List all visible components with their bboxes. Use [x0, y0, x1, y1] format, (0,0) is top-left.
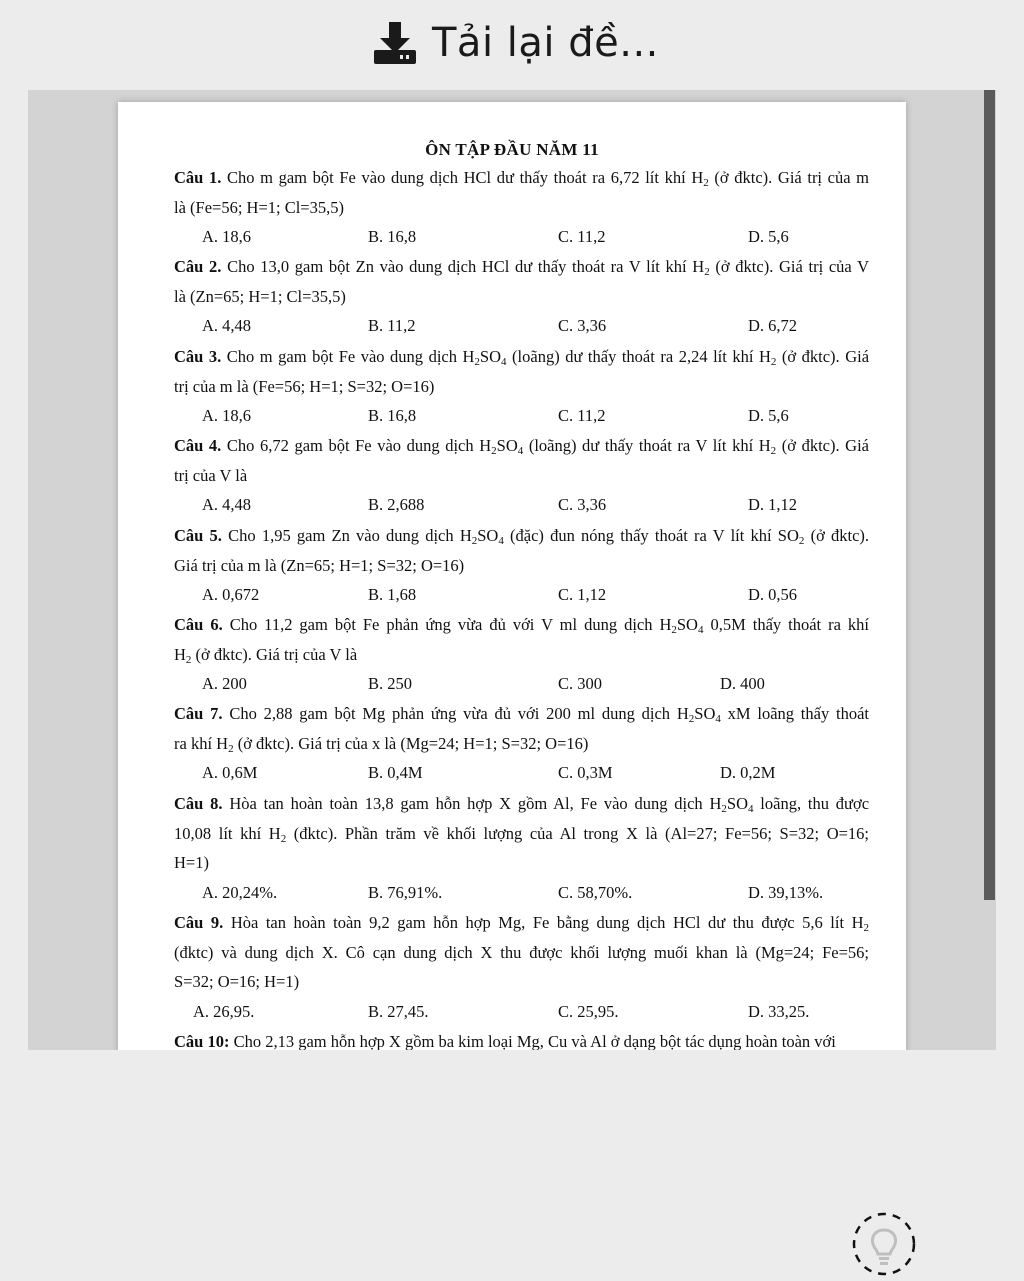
text-run: (ở đktc). Giá trị của V là	[191, 644, 358, 664]
text-run: SO	[496, 436, 518, 455]
answer-option: C. 300	[558, 674, 603, 693]
reload-exam-button[interactable]	[372, 18, 659, 68]
question-line	[174, 526, 869, 546]
subscript: 2	[185, 653, 192, 666]
question-line: là (Fe=56; H=1; Cl=35,5)	[174, 197, 344, 217]
text-run: xM loãng thấy thoát	[720, 704, 870, 723]
document-viewer[interactable]	[28, 90, 996, 1050]
text-run: Cho m gam bột Fe vào dung dịch HCl dư thấy thoát ra 6,72 lít khí H	[227, 168, 704, 187]
question-line	[174, 257, 869, 277]
answer-option: A. 4,48	[202, 316, 252, 335]
subscript: 2	[688, 713, 695, 725]
subscript: 2	[671, 624, 677, 636]
answer-option: B. 11,2	[368, 316, 416, 335]
subscript: 2	[704, 266, 710, 278]
answer-option: D. 400	[720, 674, 765, 693]
question-line	[174, 645, 869, 665]
subscript: 2	[491, 445, 497, 457]
question-number: Câu 7.	[174, 704, 223, 723]
question-line: trị của V là	[174, 465, 248, 485]
question-line	[174, 794, 869, 814]
subscript: 2	[703, 177, 709, 189]
question-line	[174, 824, 869, 844]
text-run: 10,08 lít khí H	[174, 823, 281, 843]
text-run: (ở đktc). Giá	[776, 347, 870, 366]
question-line	[174, 615, 869, 635]
download-icon	[372, 20, 418, 66]
answer-option: D. 5,6	[748, 406, 789, 425]
answer-option: B. 16,8	[368, 406, 417, 425]
subscript: 2	[228, 742, 234, 755]
text-run: (ở đktc). Giá	[776, 436, 870, 455]
answer-option: C. 3,36	[558, 316, 607, 335]
question-line: S=32; O=16; H=1)	[174, 972, 300, 991]
question-line	[174, 168, 869, 188]
subscript: 2	[770, 445, 777, 457]
text-run: Cho 11,2 gam bột Fe phản ứng vừa đủ với V ml dung dịch H	[229, 615, 672, 634]
question-number: Câu 10:	[174, 1032, 230, 1050]
answer-option: A. 0,672	[202, 585, 260, 604]
text-run: Hòa tan hoàn toàn 13,8 gam hỗn hợp X gồm Al, Fe vào dung dịch H	[229, 794, 722, 813]
text-run: (ở đktc). Giá trị của m	[708, 168, 870, 187]
answer-option: B. 2,688	[368, 495, 425, 514]
answer-option: B. 27,45.	[368, 1001, 429, 1021]
question-line	[174, 347, 869, 367]
text-run: H	[174, 644, 186, 664]
text-run: SO	[477, 526, 499, 545]
subscript: 4	[715, 713, 721, 725]
answer-option: A. 4,48	[202, 495, 252, 514]
subscript: 4	[517, 445, 524, 457]
question-line: là (Zn=65; H=1; Cl=35,5)	[174, 286, 346, 306]
answer-option: B. 250	[368, 674, 413, 693]
question-line: trị của m là (Fe=56; H=1; S=32; O=16)	[174, 376, 435, 396]
answer-option: C. 3,36	[558, 495, 607, 514]
header-bar	[0, 0, 1024, 90]
question-number: Câu 6.	[174, 615, 223, 634]
text-run: (ở đktc). Giá trị của x là (Mg=24; H=1; S=32; O=16)	[233, 733, 589, 753]
answer-option: C. 25,95.	[558, 1001, 619, 1021]
answer-option: D. 33,25.	[748, 1001, 810, 1021]
document-title: ÔN TẬP ĐẦU NĂM 11	[425, 140, 599, 159]
subscript: 2	[474, 356, 480, 368]
text-run: Hòa tan hoàn toàn 9,2 gam hỗn hợp Mg, Fe bằng dung dịch HCl dư thu được 5,6 lít H	[230, 913, 864, 932]
question-line: Giá trị của m là (Zn=65; H=1; S=32; O=16)	[174, 555, 465, 575]
question-number: Câu 3.	[174, 347, 222, 366]
subscript: 2	[770, 356, 777, 368]
text-run: Cho 13,0 gam bột Zn vào dung dịch HCl dư thấy thoát ra V lít khí H	[227, 257, 705, 276]
subscript: 2	[863, 922, 870, 934]
answer-option: D. 0,56	[748, 585, 798, 604]
text-run: (loãng) dư thấy thoát ra 2,24 lít khí H	[506, 347, 771, 366]
question-number: Câu 8.	[174, 794, 223, 813]
hint-button[interactable]	[850, 1212, 918, 1276]
text-run: Cho 6,72 gam bột Fe vào dung dịch H	[226, 436, 492, 455]
answer-option: B. 1,68	[368, 585, 417, 604]
answer-option: C. 0,3M	[558, 763, 613, 782]
answer-option: D. 0,2M	[720, 763, 776, 782]
answer-option: A. 200	[202, 674, 247, 693]
text-run: SO	[726, 794, 748, 813]
text-run: Cho 2,13 gam hỗn hợp X gồm ba kim loại Mg, Cu và Al ở dạng bột tác dụng hoàn toàn với	[233, 1032, 836, 1050]
answer-option: A. 18,6	[202, 406, 252, 425]
answer-option: B. 0,4M	[368, 763, 423, 782]
answer-option: A. 26,95.	[193, 1001, 255, 1021]
answer-option: B. 16,8	[368, 227, 417, 246]
question-line	[174, 1032, 869, 1050]
text-run: SO	[694, 704, 716, 723]
answer-option: D. 6,72	[748, 316, 798, 335]
question-number: Câu 9.	[174, 913, 224, 932]
text-run: loãng, thu được	[753, 794, 870, 813]
answer-option: D. 5,6	[748, 227, 789, 246]
subscript: 2	[471, 535, 478, 547]
answer-option: B. 76,91%.	[368, 882, 443, 902]
scrollbar-thumb[interactable]	[984, 90, 995, 900]
subscript: 2	[280, 832, 287, 845]
answer-option: A. 20,24%.	[202, 882, 278, 902]
question-line: (đktc) và dung dịch X. Cô cạn dung dịch X thu được khối lượng muối khan là (Mg=24; Fe=56;	[174, 942, 869, 962]
text-run: Cho m gam bột Fe vào dung dịch H	[226, 347, 475, 366]
question-number: Câu 1.	[174, 168, 222, 187]
text-run: (ở đktc). Giá trị của V	[709, 257, 870, 276]
answer-option: C. 11,2	[558, 227, 606, 246]
question-line	[174, 436, 869, 456]
subscript: 4	[498, 535, 504, 547]
text-run: Cho 2,88 gam bột Mg phản ứng vừa đủ với 200 ml dung dịch H	[229, 704, 689, 723]
question-line	[174, 734, 869, 754]
question-line	[174, 913, 869, 933]
answer-option: C. 11,2	[558, 406, 606, 425]
reload-label: Tải lại đề...	[432, 20, 659, 66]
document-page	[118, 102, 906, 1050]
answer-option: C. 1,12	[558, 585, 607, 604]
answer-option: C. 58,70%.	[558, 882, 633, 902]
text-run: ra khí H	[174, 733, 229, 753]
text-run: (đktc). Phần trăm về khối lượng của Al trong X là (Al=27; Fe=56; S=32; O=16;	[286, 823, 869, 843]
text-run: (đặc) đun nóng thấy thoát ra V lít khí SO	[503, 526, 799, 545]
text-run: SO	[479, 347, 502, 366]
text-run: (loãng) dư thấy thoát ra V lít khí H	[523, 436, 771, 455]
subscript: 4	[748, 803, 754, 815]
question-number: Câu 5.	[174, 526, 222, 545]
lightbulb-icon	[850, 1212, 918, 1276]
text-run: (ở đktc).	[804, 526, 870, 545]
subscript: 2	[798, 535, 805, 547]
text-run: 0,5M thấy thoát ra khí	[703, 615, 869, 634]
answer-option: D. 1,12	[748, 495, 798, 514]
text-run: SO	[676, 615, 698, 634]
question-line	[174, 704, 869, 724]
question-line: H=1)	[174, 853, 209, 872]
subscript: 4	[501, 356, 507, 368]
question-number: Câu 2.	[174, 257, 222, 276]
answer-option: D. 39,13%.	[748, 882, 824, 902]
answer-option: A. 18,6	[202, 227, 252, 246]
subscript: 2	[721, 803, 727, 815]
subscript: 4	[697, 624, 704, 636]
question-number: Câu 4.	[174, 436, 222, 455]
text-run: Cho 1,95 gam Zn vào dung dịch H	[228, 526, 472, 545]
answer-option: A. 0,6M	[202, 763, 258, 782]
